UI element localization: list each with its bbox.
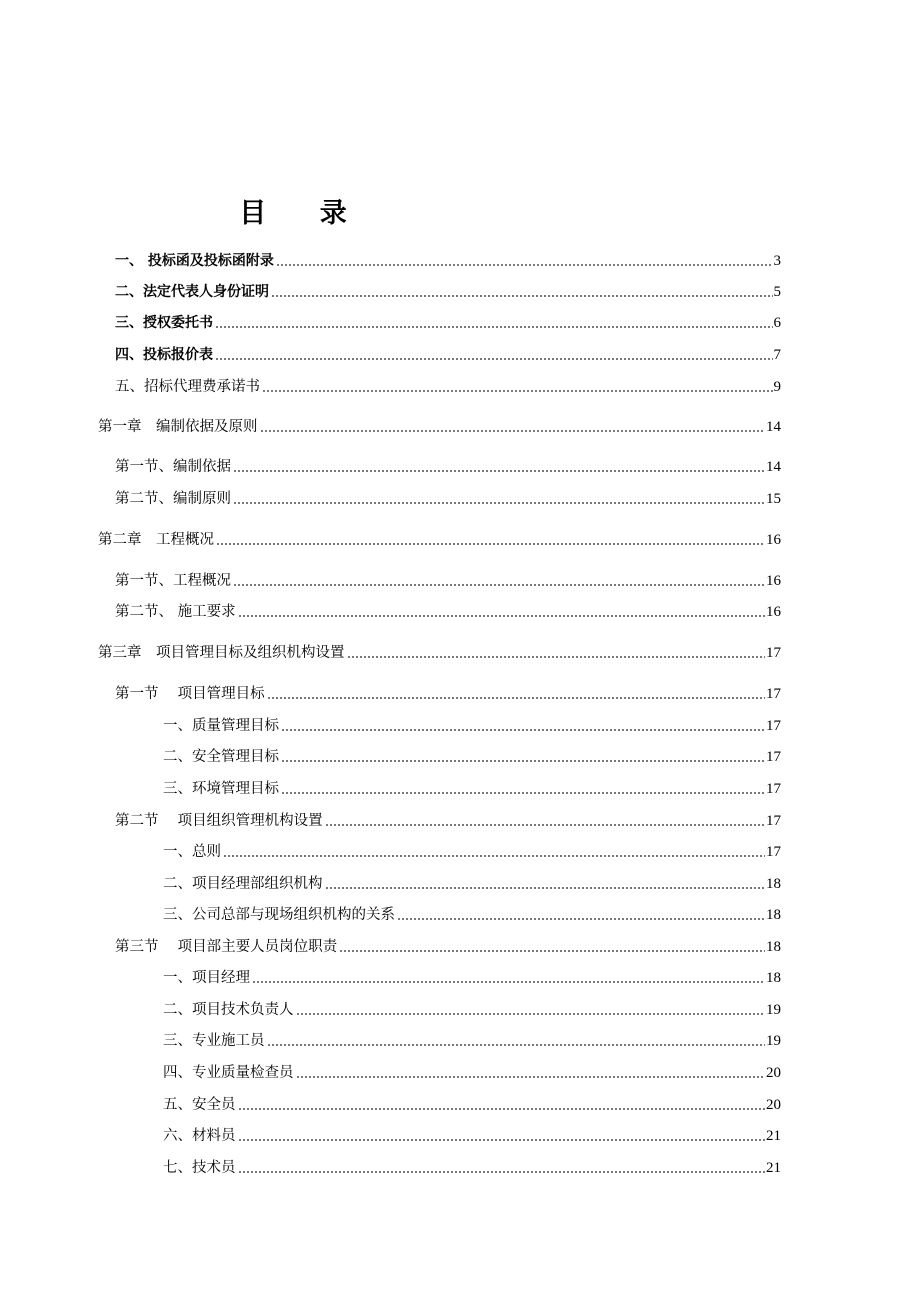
toc-entry-text: 一、总则: [163, 844, 221, 860]
toc-entry[interactable]: [163, 841, 781, 863]
toc-entry[interactable]: [115, 312, 781, 334]
dot-leader: [347, 655, 766, 659]
toc-entry-page: 6: [773, 315, 781, 331]
toc-entry[interactable]: [163, 1062, 781, 1084]
toc-entry[interactable]: [115, 250, 781, 272]
toc-entry[interactable]: [98, 416, 781, 438]
toc-entry-text: 七、技术员: [163, 1160, 236, 1176]
toc-entry-page: 16: [766, 573, 781, 589]
toc-entry[interactable]: [115, 683, 781, 705]
toc-entry-text: 第三节 项目部主要人员岗位职责: [115, 939, 338, 955]
toc-entry-page: 17: [766, 781, 781, 797]
toc-entry-page: 15: [766, 491, 781, 507]
toc-entry-page: 17: [766, 813, 781, 829]
toc-entry-text: 第二节、 施工要求: [115, 604, 236, 620]
toc-entry-page: 18: [766, 970, 781, 986]
toc-entry[interactable]: [115, 570, 781, 592]
toc-entry-text: 三、授权委托书: [115, 315, 213, 331]
toc-entry-page: 14: [766, 459, 781, 475]
toc-entry[interactable]: [163, 715, 781, 737]
toc-entry-page: 18: [766, 876, 781, 892]
toc-entry-text: 一、 投标函及投标函附录: [115, 253, 274, 269]
dot-leader: [271, 294, 773, 298]
toc-entry-page: 21: [766, 1128, 781, 1144]
toc-entry-page: 17: [766, 686, 781, 702]
dot-leader: [281, 791, 765, 795]
toc-entry[interactable]: [163, 873, 781, 895]
dot-leader: [215, 357, 773, 361]
dot-leader: [397, 917, 765, 921]
dot-leader: [233, 501, 765, 505]
toc-entry-page: 16: [766, 604, 781, 620]
toc-entry-text: 第一节、工程概况: [115, 573, 231, 589]
dot-leader: [252, 980, 765, 984]
dot-leader: [238, 1138, 766, 1142]
dot-leader: [325, 823, 765, 827]
page-title: 目 录: [239, 198, 369, 229]
toc-entry[interactable]: [115, 936, 781, 958]
toc-entry-text: 二、法定代表人身份证明: [115, 284, 269, 300]
toc-entry-text: 第三章 项目管理目标及组织机构设置: [98, 645, 345, 661]
toc-entry-text: 第二节 项目组织管理机构设置: [115, 813, 323, 829]
toc-entry[interactable]: [115, 281, 781, 303]
dot-leader: [238, 1170, 766, 1174]
toc-entry-page: 17: [766, 645, 781, 661]
dot-leader: [296, 1075, 766, 1079]
toc-entry-page: 17: [766, 718, 781, 734]
dot-leader: [325, 886, 766, 890]
toc-entry-page: 5: [773, 284, 781, 300]
dot-leader: [281, 759, 765, 763]
toc-entry-text: 六、材料员: [163, 1128, 236, 1144]
toc-entry[interactable]: [163, 778, 781, 800]
toc-entry[interactable]: [98, 642, 781, 664]
toc-entry[interactable]: [115, 344, 781, 366]
toc-entry-page: 3: [773, 253, 781, 269]
toc-entry-text: 三、专业施工员: [163, 1033, 265, 1049]
toc-entry-text: 一、质量管理目标: [163, 718, 279, 734]
toc-entry-text: 四、投标报价表: [115, 347, 213, 363]
toc-entry[interactable]: [163, 904, 781, 926]
toc-entry-text: 二、项目经理部组织机构: [163, 876, 323, 892]
dot-leader: [215, 325, 773, 329]
toc-entry[interactable]: [163, 1030, 781, 1052]
toc-entry[interactable]: [98, 529, 781, 551]
toc-entry-text: 四、专业质量检查员: [163, 1065, 294, 1081]
toc-entry-text: 第二节、编制原则: [115, 491, 231, 507]
toc-entry[interactable]: [163, 746, 781, 768]
toc-entry[interactable]: [163, 967, 781, 989]
toc-entry[interactable]: [115, 601, 781, 623]
dot-leader: [262, 389, 773, 393]
dot-leader: [216, 542, 765, 546]
toc-entry[interactable]: [115, 456, 781, 478]
dot-leader: [296, 1012, 766, 1016]
toc-entry-page: 17: [766, 749, 781, 765]
dot-leader: [238, 1107, 766, 1111]
toc-entry-page: 21: [766, 1160, 781, 1176]
toc-entry-text: 二、项目技术负责人: [163, 1002, 294, 1018]
toc-entry[interactable]: [115, 810, 781, 832]
dot-leader: [267, 696, 765, 700]
toc-entry-text: 二、安全管理目标: [163, 749, 279, 765]
dot-leader: [238, 614, 765, 618]
toc-entry-page: 14: [766, 419, 781, 435]
toc-entry[interactable]: [163, 999, 781, 1021]
toc-entry[interactable]: [163, 1157, 781, 1179]
toc-entry[interactable]: [163, 1125, 781, 1147]
toc-entry-text: 五、招标代理费承诺书: [115, 379, 260, 395]
dot-leader: [233, 583, 765, 587]
dot-leader: [223, 854, 765, 858]
toc-entry-page: 17: [766, 844, 781, 860]
toc-entry-page: 16: [766, 532, 781, 548]
dot-leader: [281, 728, 765, 732]
toc-entry[interactable]: [115, 488, 781, 510]
toc-entry-page: 18: [766, 939, 781, 955]
toc-entry-page: 9: [773, 379, 781, 395]
toc-entry-page: 20: [766, 1065, 781, 1081]
toc-entry-text: 第二章 工程概况: [98, 532, 214, 548]
toc-entry-page: 19: [766, 1033, 781, 1049]
toc-entry-text: 五、安全员: [163, 1097, 236, 1113]
toc-entry[interactable]: [115, 376, 781, 398]
dot-leader: [339, 949, 765, 953]
toc-entry-text: 第一章 编制依据及原则: [98, 419, 258, 435]
dot-leader: [260, 429, 766, 433]
toc-entry-page: 18: [766, 907, 781, 923]
dot-leader: [233, 469, 765, 473]
dot-leader: [267, 1043, 766, 1047]
dot-leader: [276, 263, 773, 267]
toc-entry-page: 19: [766, 1002, 781, 1018]
toc-entry[interactable]: [163, 1094, 781, 1116]
toc-entry-text: 三、公司总部与现场组织机构的关系: [163, 907, 395, 923]
toc-entry-page: 7: [773, 347, 781, 363]
toc-entry-text: 一、项目经理: [163, 970, 250, 986]
toc-entry-text: 第一节 项目管理目标: [115, 686, 265, 702]
toc-entry-text: 第一节、编制依据: [115, 459, 231, 475]
toc-entry-text: 三、环境管理目标: [163, 781, 279, 797]
toc-entry-page: 20: [766, 1097, 781, 1113]
